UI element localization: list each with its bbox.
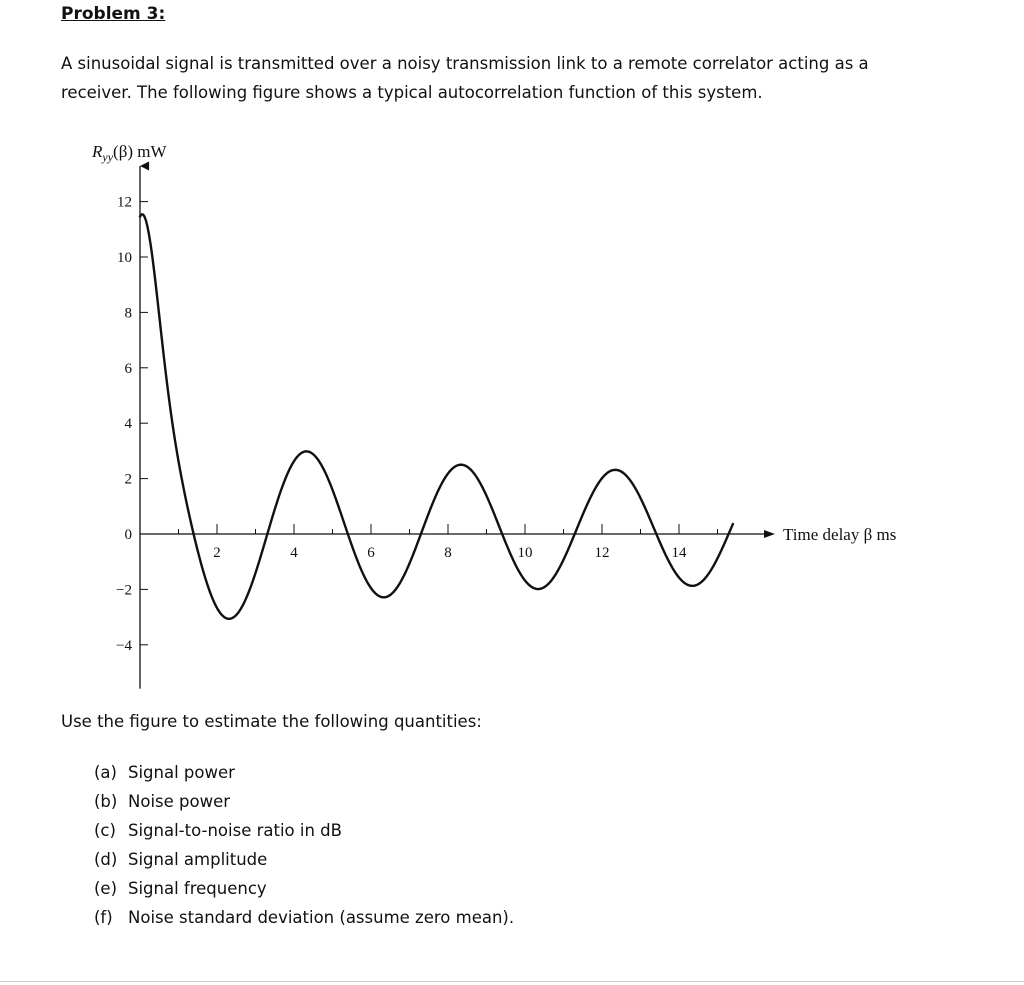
chart-axes [140,166,775,689]
question-item [94,816,514,845]
x-tick-label: 6 [367,545,375,561]
y-tick-label: 4 [124,416,132,433]
question-label: (b) [94,792,118,811]
question-text: Noise power [128,792,231,811]
y-tick-label: −4 [116,637,132,654]
question-text: Signal frequency [128,879,267,898]
x-axis-label: Time delay β ms [783,525,897,544]
question-text: Signal-to-noise ratio in dB [128,821,342,840]
x-axis-arrowhead [764,530,775,538]
question-item [94,874,514,903]
y-axis-label-subscript: yy [102,150,114,164]
x-tick-label: 4 [290,545,298,561]
question-item [94,758,514,787]
y-tick-label: 10 [117,250,132,266]
problem-title: Problem 3: [61,4,166,24]
question-item [94,845,514,874]
instruction-text: Use the figure to estimate the following quantities: [61,712,482,731]
question-text: Noise standard deviation (assume zero mean). [128,908,515,927]
question-text: Signal power [128,763,235,782]
x-tick-label: 10 [517,545,533,561]
question-item [94,903,514,932]
x-tick-label: 14 [671,545,687,561]
question-label: (f) [94,908,113,927]
question-label: (a) [94,763,117,782]
problem-statement-line-1: A sinusoidal signal is transmitted over a noisy transmission link to a remote correlator acting as a [61,54,869,73]
x-tick-label: 12 [594,545,610,561]
y-axis-label-symbol: R [92,142,103,161]
chart-ticks [140,202,718,645]
y-tick-label: 12 [117,194,132,211]
question-item [94,787,514,816]
page-bottom-divider [0,981,1024,982]
problem-statement-line-2: receiver. The following figure shows a typical autocorrelation function of this system. [61,83,763,102]
y-axis-label [91,142,167,164]
y-tick-label: 2 [124,471,132,488]
question-list [94,758,514,932]
y-tick-label: −2 [116,582,132,599]
y-tick-label: 8 [124,305,132,322]
x-tick-label: 2 [213,545,221,561]
y-tick-label: 0 [124,527,132,543]
x-tick-label: 8 [444,545,452,561]
y-axis-label-rest: (β) mW [113,142,167,161]
question-label: (e) [94,879,118,898]
question-label: (c) [94,821,116,840]
y-tick-label: 6 [124,360,132,377]
chart-tick-labels [116,195,687,654]
question-text: Signal amplitude [128,850,268,869]
chart-curve-layer [140,214,733,618]
autocorrelation-curve [140,214,733,618]
question-label: (d) [94,850,118,869]
